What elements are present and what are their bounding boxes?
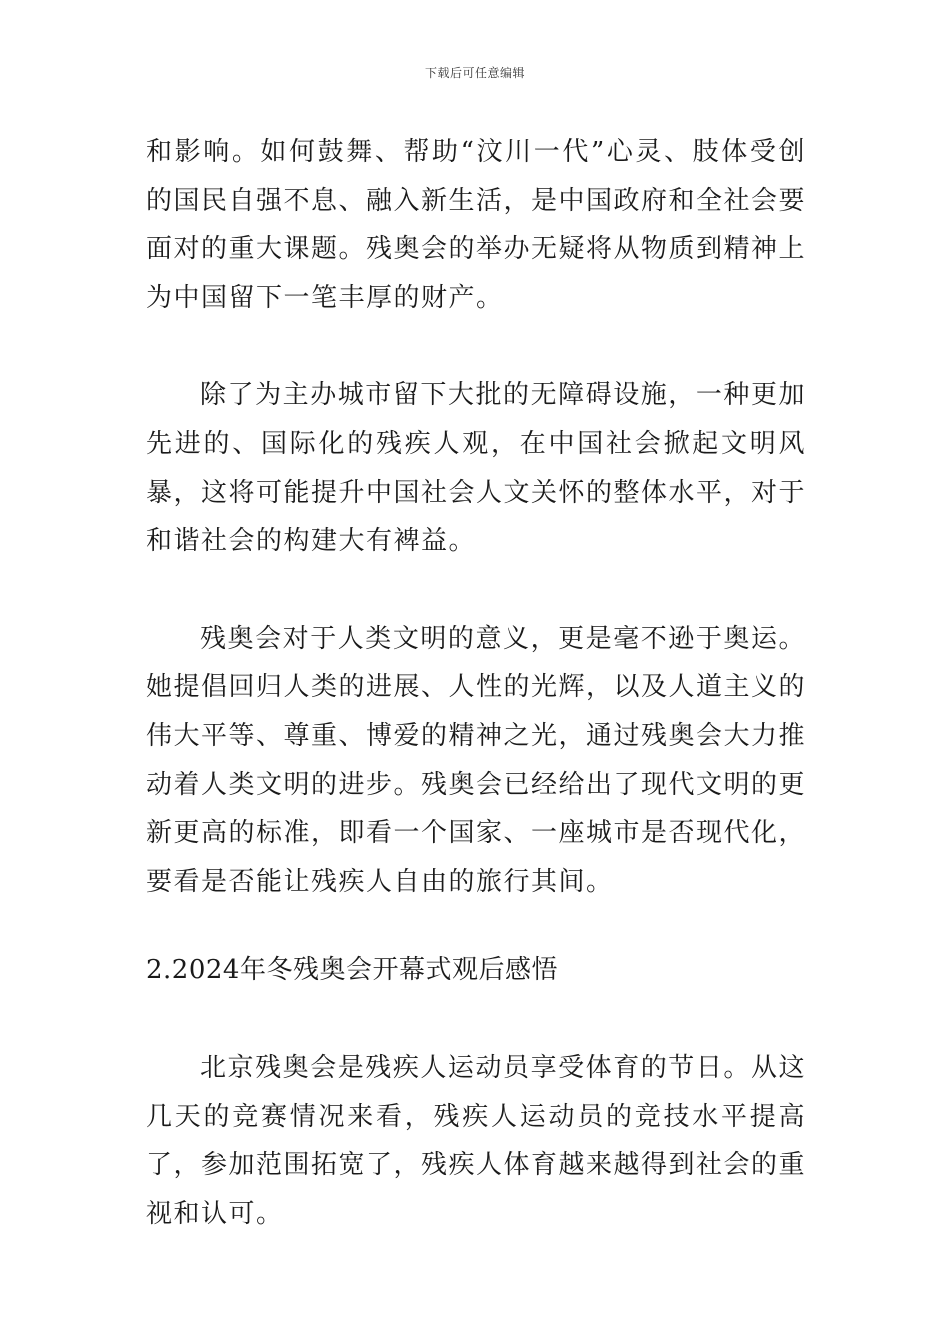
page-header: 下载后可任意编辑	[424, 66, 525, 80]
paragraph-3: 残奥会对于人类文明的意义，更是毫不逊于奥运。她提倡回归人类的进展、人性的光辉，以及人道主义的伟大平等、尊重、博爱的精神之光，通过残奥会大力推动着人类文明的进步。残奥会已经给出了现代文明的更新更高的标准，即看一个国家、一座城市是否现代化，要看是否能让残疾人自由的旅行其间。	[146, 623, 807, 897]
paragraph-spacer	[146, 906, 806, 946]
paragraph-spacer	[146, 566, 806, 615]
paragraph-1: 和影响。如何鼓舞、帮助“汶川一代”心灵、肢体受创的国民自强不息、融入新生活，是中国政府和全社会要面对的重大课题。残奥会的举办无疑将从物质到精神上为中国留下一笔丰厚的财产。	[146, 137, 807, 313]
paragraph-2: 除了为主办城市留下大批的无障碍设施，一种更加先进的、国际化的残疾人观，在中国社会掀起文明风暴，这将可能提升中国社会人文关怀的整体水平，对于和谐社会的构建大有裨益。	[146, 380, 807, 557]
document-body	[146, 128, 806, 1238]
paragraph-spacer	[146, 995, 806, 1044]
paragraph-spacer	[146, 322, 806, 371]
section-heading: 2.2024年冬残奥会开幕式观后感悟	[146, 955, 558, 986]
paragraph-4: 北京残奥会是残疾人运动员享受体育的节日。从这几天的竞赛情况来看，残疾人运动员的竞技水平提高了，参加范围拓宽了，残疾人体育越来越得到社会的重视和认可。	[146, 1052, 807, 1229]
